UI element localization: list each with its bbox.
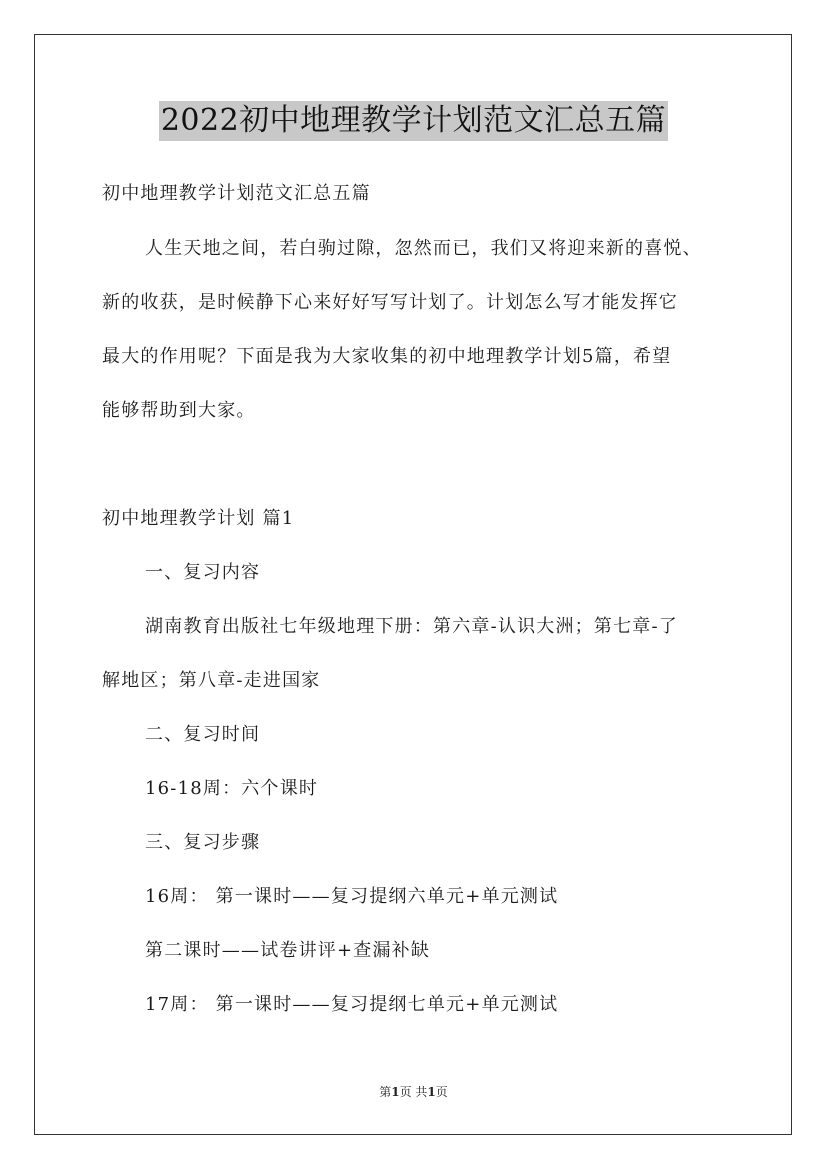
document-title: 2022初中地理教学计划范文汇总五篇: [159, 101, 668, 141]
section-line: 第二课时——试卷讲评+查漏补缺: [145, 940, 431, 961]
section-line: 一、复习内容: [145, 562, 261, 583]
footer-prefix: 第: [379, 1085, 392, 1099]
intro-line-1: 人生天地之间，若白驹过隙，忽然而已，我们又将迎来新的喜悦、: [145, 238, 702, 259]
title-container: [0, 101, 827, 141]
section-line: 16-18周：六个课时: [145, 778, 319, 799]
footer-total-pages: 1: [427, 1085, 436, 1099]
intro-line-3: 最大的作用呢？下面是我为大家收集的初中地理教学计划5篇，希望: [102, 346, 672, 367]
section-line: 三、复习步骤: [145, 832, 261, 853]
section-line: 17周： 第一课时——复习提纲七单元+单元测试: [145, 994, 559, 1015]
footer-mid: 页 共: [399, 1085, 428, 1099]
intro-line-2: 新的收获，是时候静下心来好好写写计划了。计划怎么写才能发挥它: [102, 292, 678, 313]
section-line: 湖南教育出版社七年级地理下册：第六章-认识大洲；第七章-了: [145, 616, 678, 637]
section-line: 二、复习时间: [145, 724, 261, 745]
page-footer: [0, 1084, 827, 1100]
section-line: 解地区；第八章-走进国家: [102, 670, 321, 691]
section-heading: 初中地理教学计划 篇1: [102, 508, 295, 529]
intro-line-4: 能够帮助到大家。: [102, 400, 256, 421]
document-subtitle: 初中地理教学计划范文汇总五篇: [102, 183, 371, 204]
section-line: 16周： 第一课时——复习提纲六单元+单元测试: [145, 886, 559, 907]
footer-current-page: 1: [391, 1085, 400, 1099]
footer-suffix: 页: [435, 1085, 448, 1099]
